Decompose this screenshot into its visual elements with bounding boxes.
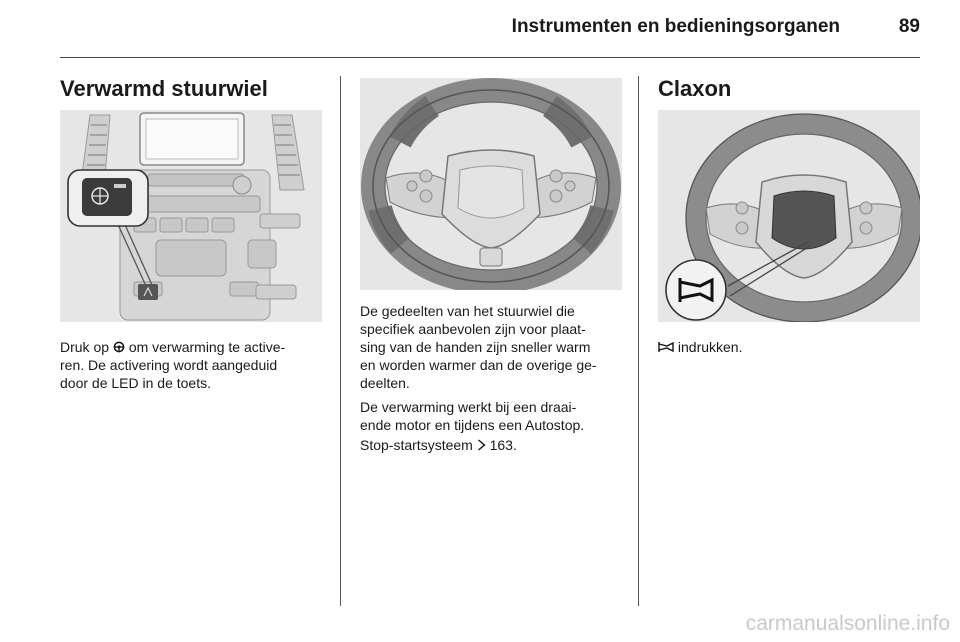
middle-paragraph-2: De verwarming werkt bij een draai- ende motor en tijdens een Autostop. (360, 399, 585, 433)
column-divider-left (340, 76, 341, 606)
middle-paragraph-3: Stop-startsysteem 163. (360, 437, 517, 453)
steering-wheel-horn-illustration (658, 110, 920, 322)
column-divider-right (638, 76, 639, 606)
running-header-title: Instrumenten en bedieningsorganen (511, 16, 840, 37)
section-heading-heated-wheel: Verwarmd stuurwiel (60, 76, 268, 101)
steering-wheel-heated-zones-illustration (360, 78, 622, 290)
header-rule (60, 57, 920, 58)
middle-paragraph-1: De gedeelten van het stuurwiel die specifiek aanbevolen zijn voor plaat- sing van de handen zijn sneller warm en worden warmer dan de overige ge- deelten. (360, 303, 597, 391)
right-paragraph: indrukken. (658, 338, 920, 356)
horn-icon (658, 339, 674, 351)
left-paragraph: Druk op om verwarming te active- ren. De activering wordt aangeduid door de LED in de toets. (60, 339, 286, 391)
page-reference-icon (477, 437, 486, 449)
watermark: carmanualsonline.info (745, 612, 950, 635)
heated-steering-wheel-icon (113, 339, 125, 351)
dashboard-illustration (60, 110, 322, 322)
page-number: 89 (898, 16, 920, 37)
section-heading-horn: Claxon (658, 76, 732, 101)
